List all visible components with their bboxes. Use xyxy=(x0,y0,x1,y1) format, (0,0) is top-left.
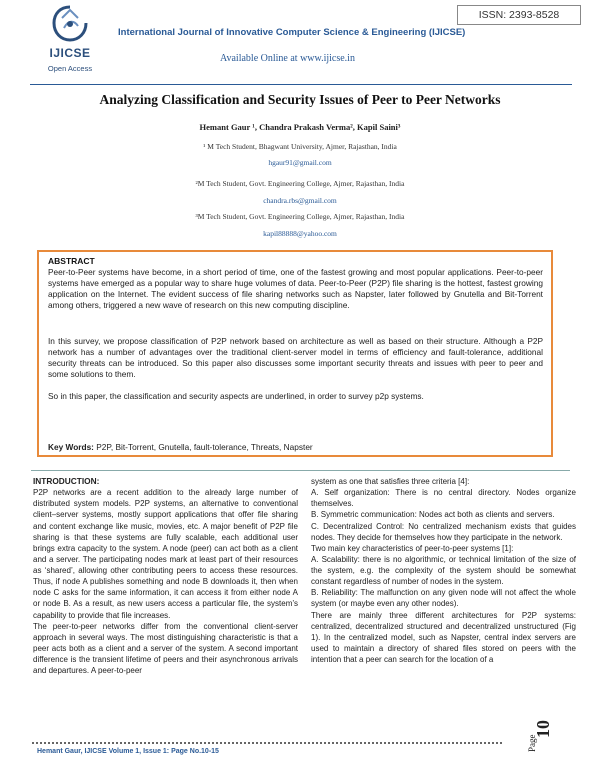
page-number: 10 xyxy=(533,720,553,738)
footer-dotted-rule xyxy=(32,742,502,744)
footer-citation: Hemant Gaur, IJICSE Volume 1, Issue 1: Page No.10-15 xyxy=(37,748,219,755)
keywords-label: Key Words: xyxy=(48,442,94,452)
abstract-paragraph-3: So in this paper, the classification and security aspects are underlined, in order to survey p2p systems. xyxy=(48,391,424,401)
criterion-c: C. Decentralized Control: No centralized mechanism exists that guides nodes. They decide for themselves how they participate in the network. xyxy=(311,521,576,542)
logo-subtitle: Open Access xyxy=(47,64,93,73)
criterion-a: A. Self organization: There is no central directory. Nodes organize themselves. xyxy=(311,488,576,509)
affiliation-1: ¹ M Tech Student, Bhagwant University, Ajmer, Rajasthan, India xyxy=(203,142,397,151)
author-list: Hemant Gaur ¹, Chandra Prakash Verma², Kapil Saini³ xyxy=(199,122,401,132)
intro-paragraph-2: The peer-to-peer networks differ from the conventional client-server approach in several ways. The most distinguishing characteristic is that a peer acts both as a client and a server of the system. A second important difference is the transient lifetime of peers and their asynchronous arrivals and departures. A peer-to-peer xyxy=(33,621,298,676)
page-label: Page xyxy=(527,734,537,752)
introduction-heading: INTRODUCTION: xyxy=(33,476,100,486)
criterion-b: B. Symmetric communication: Nodes act both as clients and servers. xyxy=(311,510,555,520)
keywords-line xyxy=(48,442,313,452)
journal-logo xyxy=(30,2,110,84)
affiliation-3: ³M Tech Student, Govt. Engineering College, Ajmer, Rajasthan, India xyxy=(195,212,405,221)
email-1[interactable]: hgaur91@gmail.com xyxy=(268,158,332,167)
issn-badge: ISSN: 2393-8528 xyxy=(457,5,581,25)
criteria-intro: system as one that satisfies three criteria [4]: xyxy=(311,477,470,486)
affiliation-2: ²M Tech Student, Govt. Engineering College, Ajmer, Rajasthan, India xyxy=(195,179,405,188)
paper-title: Analyzing Classification and Security Issues of Peer to Peer Networks xyxy=(99,92,501,107)
abstract-heading: ABSTRACT xyxy=(48,256,95,266)
section-divider xyxy=(31,470,570,471)
characteristics-intro: Two main key characteristics of peer-to-peer systems [1]: xyxy=(311,543,514,553)
keywords-list: P2P, Bit-Torrent, Gnutella, fault-tolerance, Threats, Napster xyxy=(93,442,313,452)
logo-emblem-icon xyxy=(48,4,92,44)
characteristic-b: B. Reliability: The malfunction on any given node will not affect the whole system (or maybe even any other nodes). xyxy=(311,588,576,609)
email-3[interactable]: kapil88888@yahoo.com xyxy=(263,229,337,238)
right-column xyxy=(311,476,576,665)
abstract-paragraph-2: In this survey, we propose classification of P2P network based on architecture as well as based on their structure. Although a P2P network has a number of advantages over the traditional client-server model in terms of efficiency and fault-tolerance, additional security threats can be introduced. So this paper also discusses some important security threats and issues with peer to peer and some solutions to them. xyxy=(48,336,543,380)
logo-text: IJICSE xyxy=(49,46,91,60)
architectures-paragraph: There are mainly three different architectures for P2P systems: centralized, decentralized structured and decentralized unstructured (Fig 1). In the centralized model, such as Napster, central index servers are used to maintain a directory of shared files stored on peers with the intention that a peer can search for the location of a xyxy=(311,610,576,664)
journal-website[interactable]: Available Online at www.ijicse.in xyxy=(220,53,355,64)
email-2[interactable]: chandra.rbs@gmail.com xyxy=(263,196,337,205)
abstract-paragraph-1: Peer-to-Peer systems have become, in a short period of time, one of the fastest growing and most popular applications. Peer-to-peer systems have emerged as a popular way to share huge volumes of data. Peer-to-Peer (P2P) file sharing is the hottest, fastest growing application on the Internet. The evident success of file sharing networks such as Napster, later followed by Gnutella and Bit-Torrent among others, triggered a new wave of research on this new computing discipline. xyxy=(48,267,543,311)
header-divider xyxy=(30,84,572,85)
journal-name: International Journal of Innovative Computer Science & Engineering (IJICSE) xyxy=(118,27,466,38)
characteristic-a: A. Scalability: there is no algorithmic, or technical limitation of the size of the system, e.g. the complexity of the system should be somewhat constant regardless of number of nodes in the system. xyxy=(311,554,576,587)
intro-paragraph-1: P2P networks are a recent addition to the already large number of distributed system models. P2P systems, an alternative to conventional client–server systems, mostly support applications that offer file sharing and content exchange like music, movies, etc. A major benefit of P2P file sharing is that these systems are fully scalable, each additional user brings extra capacity to the system. A node (peer) can act both as a client and a server. The participating nodes mark at least part of their resources as ‘shared’, allowing other contributing peers to access these resources. Thus, if node A publishes something and node B downloads it, then when node C asks for the same information, it can access it from either node A or node B. As a result, as new users access a particular file, the system’s capability to provide that file increases. xyxy=(33,488,298,620)
left-column xyxy=(33,476,298,676)
